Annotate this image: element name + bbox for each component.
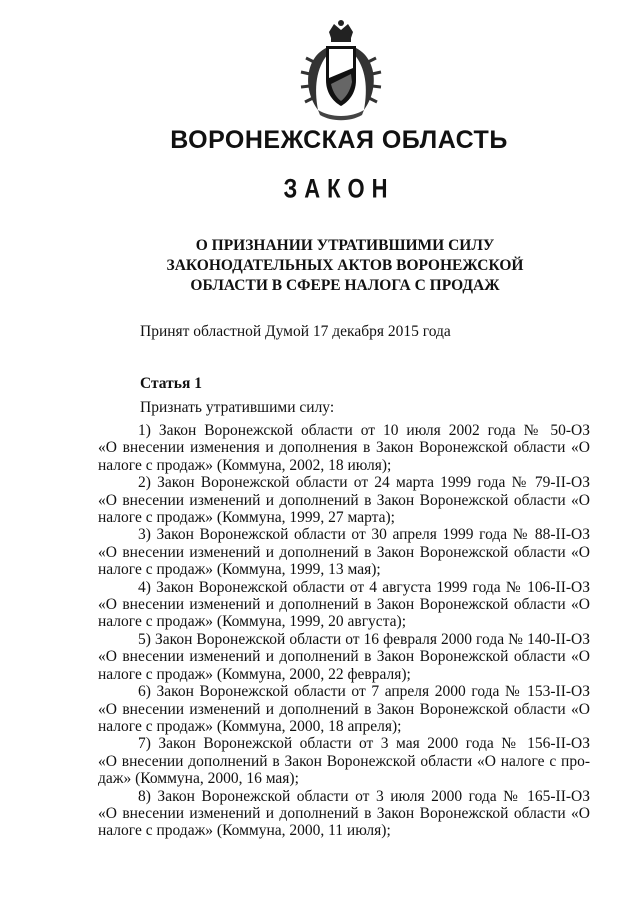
- list-item-text: «О внесении дополнений в Закон Воронежской области «О налоге с про-даж» (Коммуна, 2000, 16 мая);: [98, 752, 590, 788]
- list-item-first-line: 5) Закон Воронежской области от 16 февраля 2000 года № 140-II-ОЗ: [138, 630, 590, 648]
- coat-of-arms-icon: [296, 18, 386, 126]
- list-item: [98, 422, 590, 474]
- law-title: [150, 236, 540, 296]
- law-title-line: ОБЛАСТИ В СФЕРЕ НАЛОГА С ПРОДАЖ: [190, 277, 500, 294]
- list-item: [98, 631, 590, 683]
- list-item-first-line: 1) Закон Воронежской области от 10 июля 2002 года № 50-ОЗ: [138, 422, 590, 439]
- list-item-text: «О внесении изменений и дополнений в Закон Воронежской области «О налоге с продаж» (Коммуна, 2000, 22 февраля);: [98, 648, 590, 683]
- article-intro: Признать утратившими силу:: [140, 399, 335, 416]
- list-item-first-line: 8) Закон Воронежской области от 3 июля 2000 года № 165-II-ОЗ: [138, 787, 590, 805]
- adoption-date: Принят областной Думой 17 декабря 2015 года: [140, 323, 451, 340]
- list-item: [98, 526, 590, 578]
- list-item-text: «О внесении изменений и дополнений в Закон Воронежской области «О налоге с продаж» (Коммуна, 1999, 20 августа);: [98, 596, 590, 631]
- list-item-text: «О внесении изменения и дополнения в Закон Воронежской области «О налоге с продаж» (Коммуна, 2002, 18 июля);: [98, 439, 590, 474]
- law-title-line: ЗАКОНОДАТЕЛЬНЫХ АКТОВ ВОРОНЕЖСКОЙ: [166, 257, 524, 274]
- law-title-line: О ПРИЗНАНИИ УТРАТИВШИМИ СИЛУ: [195, 237, 495, 254]
- list-item-first-line: 4) Закон Воронежской области от 4 августа 1999 года № 106-II-ОЗ: [138, 578, 590, 596]
- list-item-first-line: 3) Закон Воронежской области от 30 апреля 1999 года № 88-II-ОЗ: [138, 526, 590, 544]
- region-title: ВОРОНЕЖСКАЯ ОБЛАСТЬ: [170, 126, 508, 154]
- list-item: [98, 579, 590, 631]
- list-item-text: «О внесении изменений и дополнений в Закон Воронежской области «О налоге с продаж» (Коммуна, 2000, 11 июля);: [98, 804, 590, 840]
- list-item: [98, 735, 590, 787]
- article-heading: Статья 1: [140, 375, 202, 392]
- list-item: [98, 788, 590, 840]
- document-type: ЗАКОН: [283, 173, 395, 204]
- list-item: [98, 474, 590, 526]
- repealed-laws-list: [98, 422, 590, 840]
- list-item-text: «О внесении изменений и дополнений в Закон Воронежской области «О налоге с продаж» (Коммуна, 1999, 13 мая);: [98, 543, 590, 579]
- list-item-text: «О внесении изменений и дополнений в Закон Воронежской области «О налоге с продаж» (Коммуна, 1999, 27 марта);: [98, 491, 590, 527]
- list-item-first-line: 6) Закон Воронежской области от 7 апреля 2000 года № 153-II-ОЗ: [138, 683, 590, 701]
- list-item-first-line: 7) Закон Воронежской области от 3 мая 2000 года № 156-II-ОЗ: [138, 735, 590, 753]
- list-item: [98, 683, 590, 735]
- list-item-text: «О внесении изменений и дополнений в Закон Воронежской области «О налоге с продаж» (Коммуна, 2000, 18 апреля);: [98, 700, 590, 735]
- list-item-first-line: 2) Закон Воронежской области от 24 марта 1999 года № 79-II-ОЗ: [138, 474, 590, 492]
